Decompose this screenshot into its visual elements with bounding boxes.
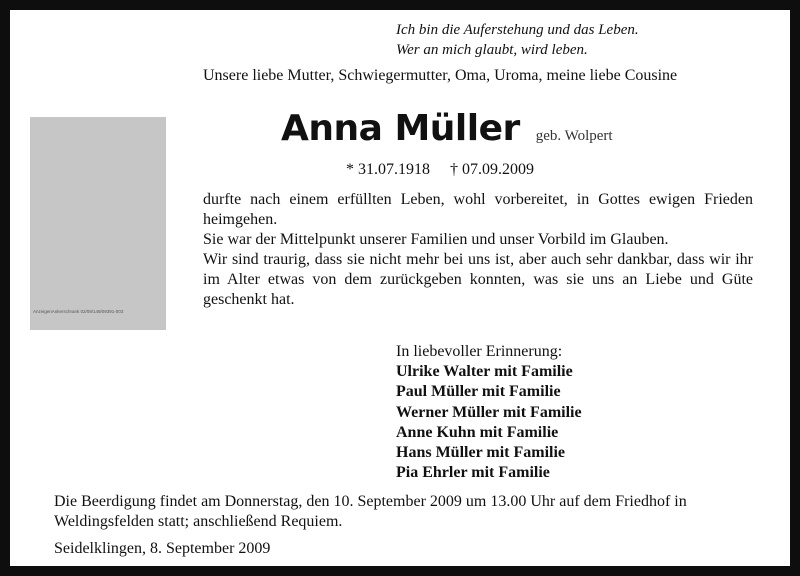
obituary-body [203, 190, 753, 310]
funeral-notice: Die Beerdigung findet am Donnerstag, den 10. September 2009 um 13.00 Uhr auf dem Friedhof in Weldingsfelden statt; anschließend Requiem. [54, 493, 687, 530]
death-date: † 07.09.2009 [450, 161, 534, 178]
deceased-name: Anna Müller [281, 108, 520, 149]
birth-date: * 31.07.1918 [346, 161, 430, 178]
signer-name: Hans Müller mit Familie [396, 444, 566, 462]
intro-text: Unsere liebe Mutter, Schwiegermutter, Oma, Uroma, meine liebe Cousine [203, 67, 678, 84]
bible-verse [396, 20, 639, 60]
signer-name: Pia Ehrler mit Familie [396, 464, 550, 482]
bible-verse-line: Ich bin die Auferstehung und das Leben. [396, 22, 639, 38]
bible-verse-line: Wer an mich glaubt, wird leben. [396, 42, 588, 58]
maiden-name: geb. Wolpert [535, 128, 613, 144]
body-paragraph: Wir sind traurig, dass sie nicht mehr bei uns ist, aber auch sehr dankbar, dass wir ihr im Alter etwas von dem zurückgeben konnten, was sie uns an Liebe und Güte geschenkt hat. [203, 251, 753, 308]
signer-name: Ulrike Walter mit Familie [396, 363, 573, 381]
signers-lead: In liebevoller Erinnerung: [396, 343, 563, 360]
photo-placeholder [30, 117, 166, 330]
place-and-date: Seidelklingen, 8. September 2009 [54, 540, 271, 557]
body-paragraph: durfte nach einem erfüllten Leben, wohl vorbereitet, in Gottes ewigen Frieden heimgehen. [203, 191, 753, 228]
deceased-heading [281, 108, 613, 149]
signers-block [396, 342, 582, 483]
life-dates [346, 161, 550, 179]
signer-name: Werner Müller mit Familie [396, 403, 582, 421]
body-paragraph: Sie war der Mittelpunkt unserer Familien und unser Vorbild im Glauben. [203, 231, 669, 248]
signer-name: Anne Kuhn mit Familie [396, 423, 559, 441]
photo-caption: AnzeigenAnkerschrank 02/09/149/09391-003 [33, 309, 124, 314]
signer-name: Paul Müller mit Familie [396, 383, 561, 401]
